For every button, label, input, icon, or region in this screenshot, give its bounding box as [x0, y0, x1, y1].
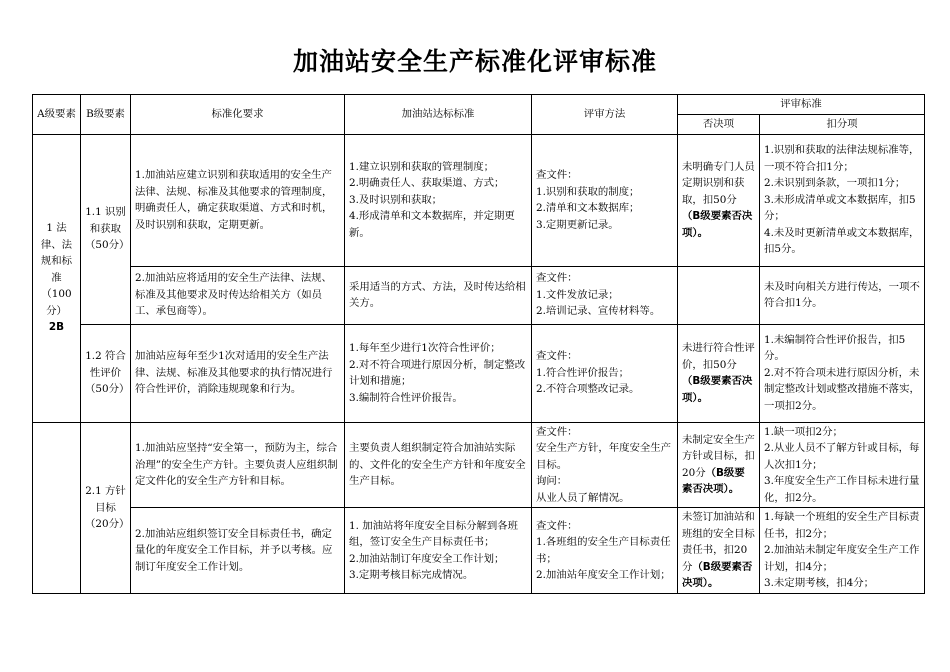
- header-method: 评审方法: [532, 95, 678, 135]
- a-level-tag: 2B: [48, 321, 65, 334]
- header-requirement: 标准化要求: [131, 95, 345, 135]
- station-standard-1: [345, 134, 532, 266]
- list-item: 2.清单和文本数据库；: [536, 202, 640, 214]
- veto-note: （B级要素否决项）。: [682, 466, 745, 496]
- veto-5: [678, 508, 760, 594]
- list-item: 查文件：: [536, 350, 578, 363]
- list-item: 2.未识别到条款，一项扣1分；: [764, 177, 906, 190]
- station-standard-5: [345, 508, 532, 594]
- list-item: 4.形成清单和文本数据库，并定期更新。: [349, 210, 515, 239]
- a-level-label: 1 法律、法规和标准（100分）: [40, 222, 73, 317]
- station-standard-2: 采用适当的方式、方法，及时传达给相关方。: [345, 266, 532, 324]
- list-item: 1.文件发放记录；: [536, 288, 619, 301]
- list-item: 2.加油站未制定年度安全生产工作计划，扣4分；: [764, 544, 920, 573]
- veto-1: [678, 134, 760, 266]
- veto-4: [678, 422, 760, 508]
- veto-text: 未明确专门人员定期识别和获取，扣50分: [682, 160, 755, 206]
- requirement-1: 1.加油站应建立识别和获取适用的安全生产法律、法规、标准及其他要求的管理制度，明确责任人，确定获取渠道、方式和时机，及时识别和获取，定期更新。: [131, 134, 345, 266]
- list-item: 1.建立识别和获取的管理制度；: [349, 160, 494, 173]
- veto-text: 未制定安全生产方针或目标，扣20分: [682, 433, 755, 479]
- header-criteria: 评审标准: [678, 95, 925, 115]
- method-4: [532, 422, 678, 508]
- header-station-standard: 加油站达标标准: [345, 95, 532, 135]
- list-item: 2.加油站制订年度安全工作计划；: [349, 552, 505, 565]
- list-item: 2.不符合项整改记录。: [536, 383, 640, 396]
- list-item: 2.对不符合项进行原因分析，制定整改计划和措施；: [349, 358, 526, 387]
- standards-table: [32, 94, 925, 594]
- veto-text: 未签订加油站和班组的安全目标责任书，扣20分: [682, 511, 755, 573]
- list-item: 1.未编制符合性评价报告，扣5分。: [764, 333, 906, 363]
- list-item: 1.每年至少进行1次符合性评价；: [349, 342, 501, 354]
- b-level-1-2: 1.2 符合性评价（50分）: [81, 324, 131, 422]
- veto-2: [678, 266, 760, 324]
- veto-3: [678, 324, 760, 422]
- list-item: 3.未形成清单或文本数据库，扣5分；: [764, 193, 916, 223]
- deduct-3: [760, 324, 925, 422]
- deduct-1: [760, 134, 925, 266]
- list-item: 3.年度安全生产工作目标未进行量化，扣2分。: [764, 475, 920, 504]
- a-level-cell: [33, 134, 81, 422]
- station-standard-4: 主要负责人组织制定符合加油站实际的、文件化的安全生产方针和年度安全生产目标。: [345, 422, 532, 508]
- method-5: [532, 508, 678, 594]
- veto-note: （B级要素否决项）。: [682, 560, 753, 590]
- list-item: 3.定期考核目标完成情况。: [349, 569, 474, 581]
- list-item: 3.未定期考核，扣4分；: [764, 577, 875, 590]
- list-item: 1.识别和获取的法律法规标准等，一项不符合扣1分；: [764, 144, 920, 173]
- list-item: 3.及时识别和获取；: [349, 193, 443, 206]
- header-a-level: A级要素: [33, 95, 81, 135]
- list-item: 2.培训记录、宣传材料等。: [536, 305, 661, 318]
- list-item: 查文件：: [536, 425, 578, 438]
- list-item: 2.明确责任人、获取渠道、方式；: [349, 177, 505, 190]
- header-deduct: 扣分项: [760, 115, 925, 135]
- deduct-5: [760, 508, 925, 594]
- list-item: 查文件：: [536, 519, 578, 532]
- deduct-2: 未及时向相关方进行传达，一项不符合扣1分。: [760, 266, 925, 324]
- list-item: 2.对不符合项未进行原因分析，未制定整改计划或整改措施不落实，一项扣2分。: [764, 366, 920, 412]
- requirement-3: 加油站应每年至少1次对适用的安全生产法律、法规、标准及其他要求的执行情况进行符合性评价，消除违规现象和行为。: [131, 324, 345, 422]
- requirement-5: 2.加油站应组织签订安全目标责任书，确定量化的年度安全工作目标，并予以考核。应制订年度安全工作计划。: [131, 508, 345, 594]
- list-item: 1.符合性评价报告；: [536, 366, 630, 379]
- method-2: [532, 266, 678, 324]
- list-item: 查文件：: [536, 272, 578, 285]
- list-item: 3.定期更新记录。: [536, 218, 619, 231]
- list-item: 询问：: [536, 475, 568, 487]
- deduct-4: [760, 422, 925, 508]
- list-item: 从业人员了解情况。: [536, 491, 630, 504]
- page-title: 加油站安全生产标准化评审标准: [292, 47, 657, 76]
- list-item: 1.识别和获取的制度；: [536, 185, 640, 198]
- method-1: [532, 134, 678, 266]
- list-item: 1.缺一项扣2分；: [764, 425, 843, 438]
- b-level-1-1: 1.1 识别和获取（50分）: [81, 134, 131, 324]
- veto-note: （B级要素否决项）。: [682, 210, 753, 239]
- list-item: 查文件：: [536, 169, 578, 181]
- list-item: 4.未及时更新清单或文本数据库，扣5分。: [764, 226, 920, 256]
- method-3: [532, 324, 678, 422]
- header-veto: 否决项: [678, 115, 760, 135]
- list-item: 1.每缺一个班组的安全生产目标责任书，扣2分；: [764, 511, 920, 540]
- list-item: 1. 加油站将年度安全目标分解到各班组，签订安全生产目标责任书；: [349, 519, 519, 548]
- list-item: 2.从业人员不了解方针或目标，每人次扣1分；: [764, 442, 920, 471]
- list-item: 3.编制符合性评价报告。: [349, 391, 463, 404]
- requirement-4: 1.加油站应坚持“安全第一，预防为主，综合治理”的安全生产方针。主要负责人应组织制定文件化的安全生产方针和目标。: [131, 422, 345, 508]
- veto-text: 未进行符合性评价，扣50分: [682, 342, 755, 371]
- b-level-2-1: 2.1 方针目标（20分）: [81, 422, 131, 594]
- list-item: 2.加油站年度安全工作计划；: [536, 569, 671, 581]
- list-item: 安全生产方针，年度安全生产目标。: [536, 442, 672, 471]
- veto-note: （B级要素否决项）。: [682, 375, 753, 404]
- requirement-2: 2.加油站应将适用的安全生产法律、法规、标准及其他要求及时传达给相关方（如员工、承包商等）。: [131, 266, 345, 324]
- station-standard-3: [345, 324, 532, 422]
- header-b-level: B级要素: [81, 95, 131, 135]
- list-item: 1.各班组的安全生产目标责任书；: [536, 536, 671, 565]
- a-level-2-cell: [33, 422, 81, 594]
